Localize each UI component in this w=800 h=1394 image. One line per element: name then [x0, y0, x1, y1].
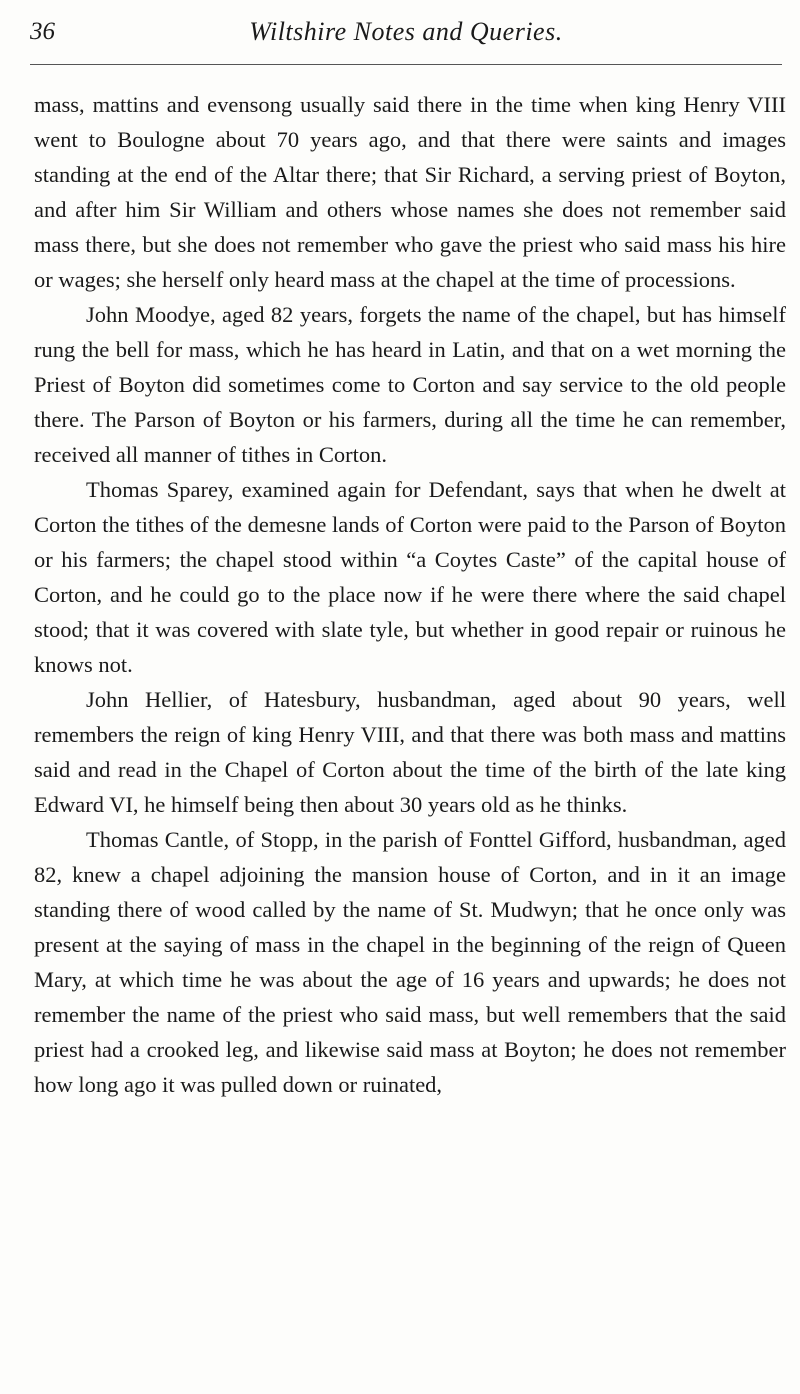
running-title: Wiltshire Notes and Queries. — [249, 17, 563, 46]
paragraph-john-moodye: John Moodye, aged 82 years, forgets the name of the chapel, but has himself rung the bell for mass, which he has heard in Latin, and that on a wet morning the Priest of Boyton did sometimes come to Corton and say service to the old people there. The Parson of Boyton or his farmers, during all the time he can remember, received all manner of tithes in Corton. — [34, 302, 786, 467]
paragraph-continuation: mass, mattins and evensong usually said there in the time when king Henry VIII went to Boulogne about 70 years ago, and that there were saints and images standing at the end of the Altar there; that Sir Richard, a serving priest of Boyton, and after him Sir William and others whose names she does not remember said mass there, but she does not remember who gave the priest who said mass his hire or wages; she herself only heard mass at the chapel at the time of processions. — [34, 92, 786, 292]
page-header — [30, 14, 782, 50]
paragraph-thomas-sparey: Thomas Sparey, examined again for Defendant, says that when he dwelt at Corton the tithes of the demesne lands of Corton were paid to the Parson of Boyton or his farmers; the chapel stood within “a Coytes Caste” of the capital house of Corton, and he could go to the place now if he were there where the said chapel stood; that it was covered with slate tyle, but whether in good repair or ruinous he knows not. — [34, 477, 786, 677]
paragraph-thomas-cantle: Thomas Cantle, of Stopp, in the parish of Fonttel Gifford, husbandman, aged 82, knew a chapel adjoining the mansion house of Corton, and in it an image standing there of wood called by the name of St. Mudwyn; that he once only was present at the saying of mass in the chapel in the beginning of the reign of Queen Mary, at which time he was about the age of 16 years and upwards; he does not remember the name of the priest who said mass, but well remembers that the said priest had a crooked leg, and likewise said mass at Boyton; he does not remember how long ago it was pulled down or ruinated, — [34, 827, 786, 1097]
body-text — [34, 87, 786, 1102]
header-rule — [30, 64, 782, 65]
paragraph-john-hellier: John Hellier, of Hatesbury, husbandman, aged about 90 years, well remembers the reign of king Henry VIII, and that there was both mass and mattins said and read in the Chapel of Corton about the time of the birth of the late king Edward VI, he himself being then about 30 years old as he thinks. — [34, 687, 786, 817]
page-number: 36 — [30, 18, 55, 45]
